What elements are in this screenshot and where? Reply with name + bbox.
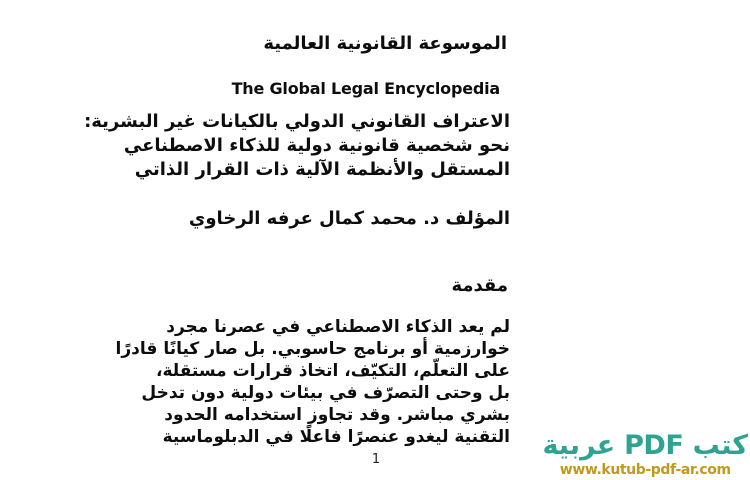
book-subtitle xyxy=(84,110,510,182)
book-title-arabic: الموسوعة القانونية العالمية xyxy=(263,33,507,54)
text-line: نحو شخصية قانونية دولية للذكاء الاصطناعي xyxy=(123,135,510,156)
page-number: 1 xyxy=(371,452,381,467)
text-line: خوارزمية أو برنامج حاسوبي. بل صار كيانًا قادرًا xyxy=(115,339,510,359)
text-line: المستقل والأنظمة الآلية ذات القرار الذاتي xyxy=(134,159,510,180)
text-line: التقنية ليغدو عنصرًا فاعلًا في الدبلوماسية xyxy=(162,427,510,447)
intro-paragraph xyxy=(116,316,510,448)
text-line: الاعتراف القانوني الدولي بالكيانات غير البشرية: xyxy=(84,111,510,132)
text-line: على التعلّم، التكيّف، اتخاذ قرارات مستقلة، xyxy=(155,361,510,381)
author-line: المؤلف د. محمد كمال عرفه الرخاوي xyxy=(188,208,510,229)
book-title-english: The Global Legal Encyclopedia xyxy=(231,79,500,98)
text-line: لم يعد الذكاء الاصطناعي في عصرنا مجرد xyxy=(166,317,510,337)
watermark-url: www.kutub-pdf-ar.com xyxy=(559,462,731,478)
text-line: بل وحتى التصرّف في بيئات دولية دون تدخل xyxy=(141,383,510,403)
watermark xyxy=(542,432,748,477)
section-heading-intro: مقدمة xyxy=(451,275,508,296)
text-line: بشري مباشر. وقد تجاوز استخدامه الحدود xyxy=(164,405,510,425)
watermark-brand: كتب PDF عربية xyxy=(542,430,748,461)
